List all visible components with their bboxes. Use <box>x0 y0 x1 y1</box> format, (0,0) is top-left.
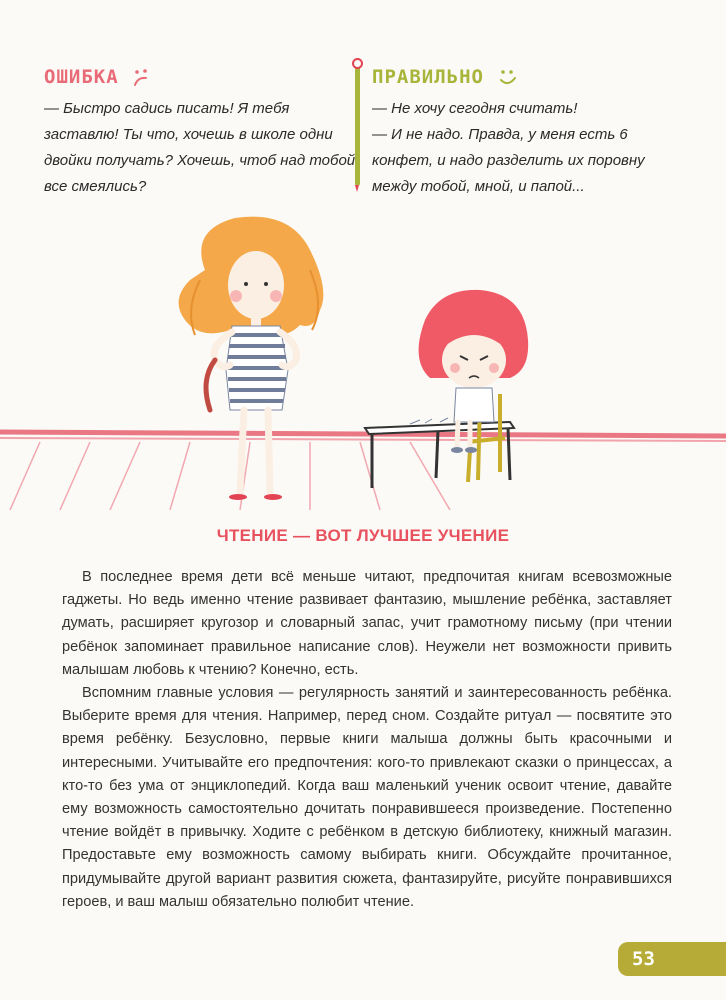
floor-line <box>0 432 726 436</box>
right-dialog-text <box>372 96 692 200</box>
page-number: 53 <box>632 948 655 970</box>
happy-face-icon <box>494 63 522 91</box>
wrong-dialog-text: — Быстро садись писать! Я тебя заставлю! Ты что, хочешь в школе одни двойки получать? Хочешь, чтоб над тобой все смеялись? <box>44 100 356 195</box>
right-title: ПРАВИЛЬНО <box>372 66 484 88</box>
wrong-header <box>44 60 364 94</box>
wrong-example-box <box>44 60 364 200</box>
paragraph-1: В последнее время дети всё меньше читают, предпочитая книгам всевозможные гаджеты. Но ведь именно чтение развивает фантазию, мышление ребёнка, заставляет думать, расширяет кругозор и словарный запас, учит грамотному письму (при чтении ребёнок запоминает правильное написание слов). Неужели нет возможности привить малышам любовь к чтению? Конечно, есть. <box>62 569 672 678</box>
wrong-title: ОШИБКА <box>44 66 119 88</box>
pen-divider <box>355 58 360 186</box>
article-body <box>62 566 672 914</box>
sad-face-icon <box>129 63 157 91</box>
mother-figure <box>179 217 324 500</box>
illustration-mother-and-child <box>0 210 726 510</box>
section-title: ЧТЕНИЕ — ВОТ ЛУЧШЕЕ УЧЕНИЕ <box>216 526 510 545</box>
right-dialog-line-1: — Не хочу сегодня считать! <box>372 100 578 117</box>
right-header <box>372 60 692 94</box>
right-example-box <box>372 60 692 200</box>
right-dialog-line-2: — И не надо. Правда, у меня есть 6 конфет, и надо разделить их поровну между тобой, мной, и папой... <box>372 126 645 195</box>
table <box>365 418 514 488</box>
paragraph-2: Вспомним главные условия — регулярность занятий и заинтересованность ребёнка. Выберите время для чтения. Например, перед сном. Создайте ритуал — посвятите это время ребёнку. Безусловно, первые книги малыша должны быть красочными и интересными. Учитывайте его предпочтения: кого-то привлекают сказки о принцессах, а кто-то без ума от энциклопедий. Когда ваш маленький ученик освоит чтение, давайте ему возможность самостоятельно дочитать понравившееся произведение. Постепенно чтение войдёт в привычку. Ходите с ребёнком в детскую библиотеку, книжный магазин. Предоставьте ему возможность самому выбирать книги. Обсуждайте прочитанное, придумывайте другой вариант развития сюжета, фантазируйте, рисуйте понравившихся героев, и ваш малыш обязательно полюбит чтение. <box>62 685 672 910</box>
floorboards <box>10 442 450 510</box>
page-number-tab <box>618 942 726 976</box>
